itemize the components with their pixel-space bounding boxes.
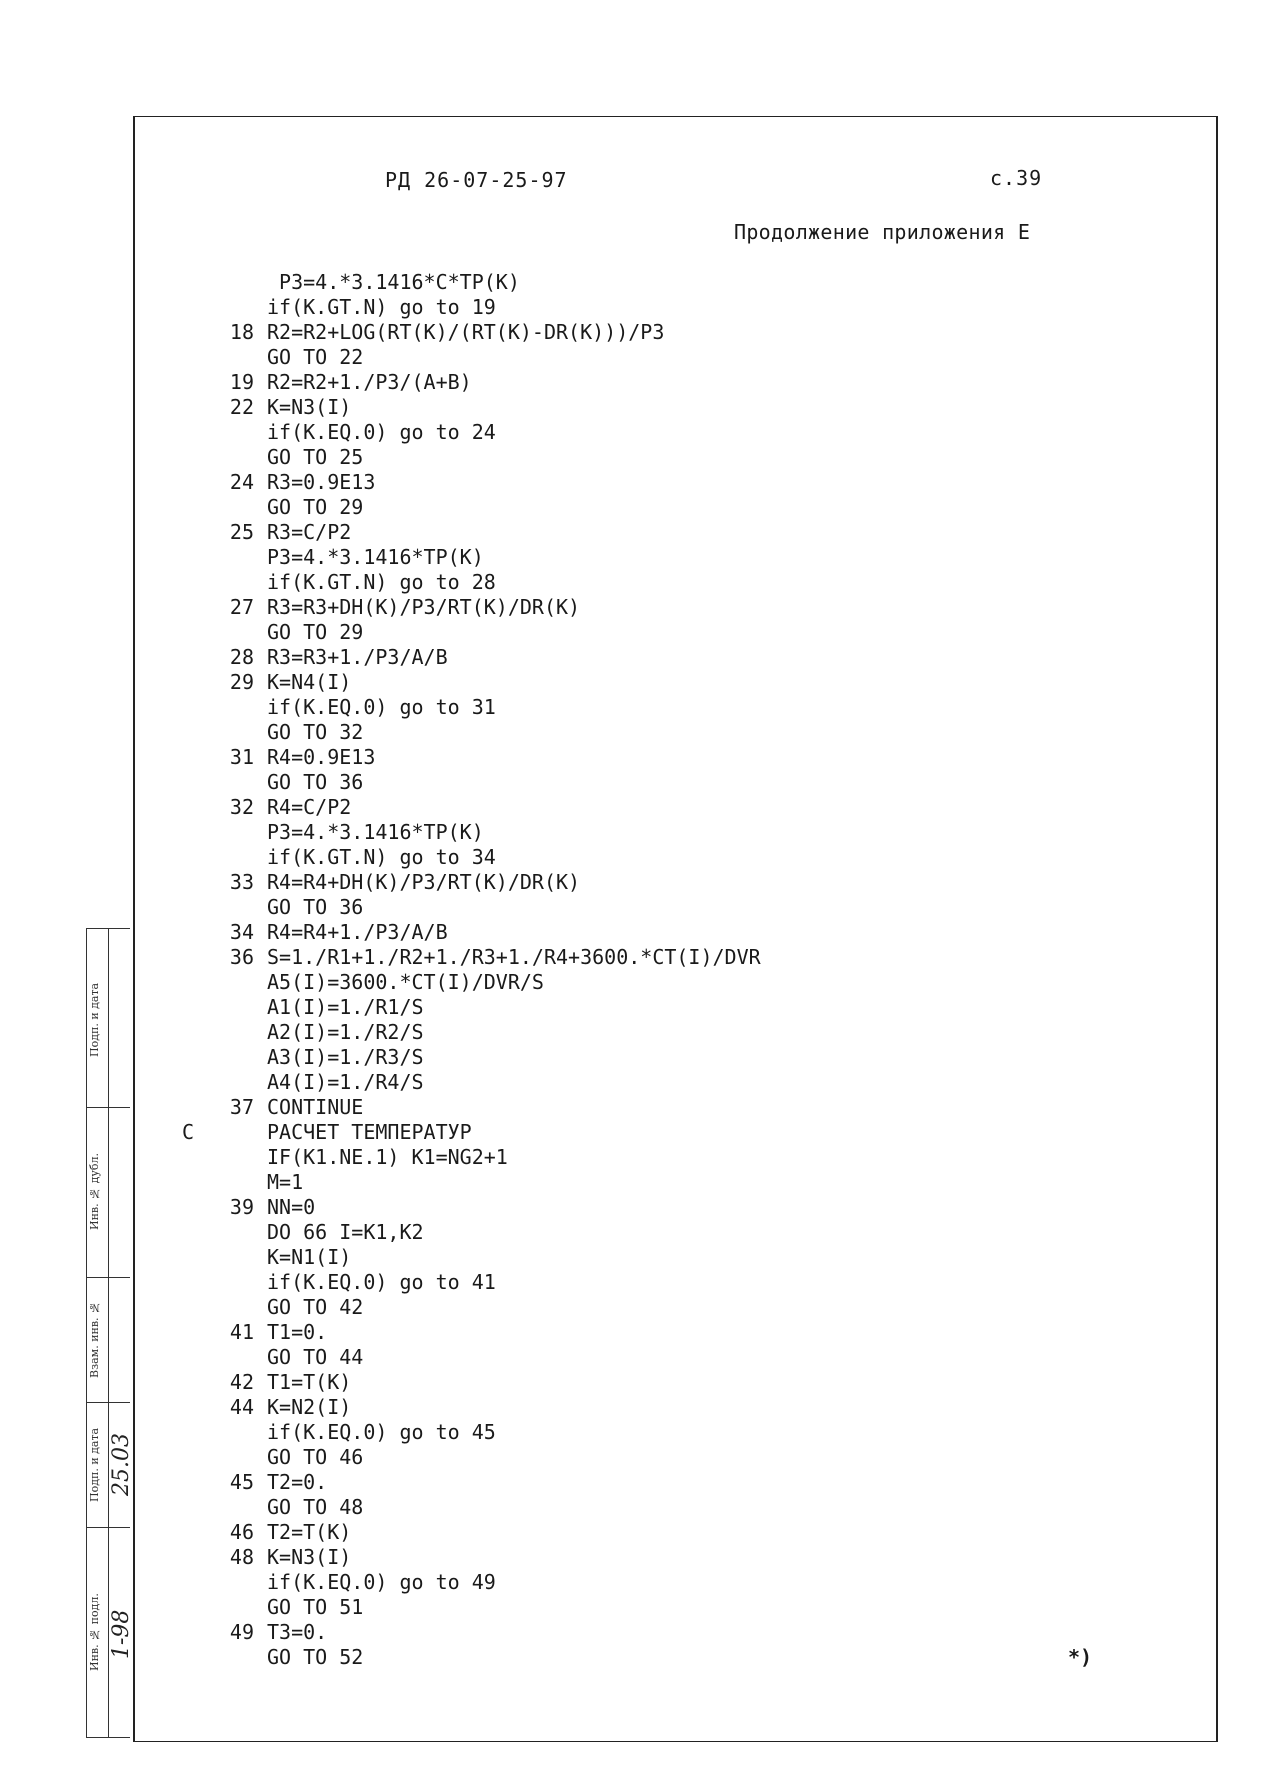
stamp-label-sign-date-top: Подп. и дата <box>88 982 101 1057</box>
stamp-signature-date: 25.03 <box>109 1433 134 1496</box>
statement-label: 28 <box>229 645 254 669</box>
code-text: GO TO 25 <box>267 445 364 469</box>
code-text: GO TO 22 <box>267 345 364 369</box>
comment-marker: C <box>182 1120 195 1144</box>
code-text: P3=4.*3.1416*TP(K) <box>267 820 484 844</box>
stamp-divider <box>87 1402 130 1403</box>
code-text: GO TO 44 <box>267 1345 364 1369</box>
statement-label: 18 <box>229 320 254 344</box>
code-text: DO 66 I=K1,K2 <box>267 1220 424 1244</box>
code-text: R2=R2+LOG(RT(K)/(RT(K)-DR(K)))/P3 <box>267 320 665 344</box>
code-text: A4(I)=1./R4/S <box>267 1070 424 1094</box>
code-text: K=N1(I) <box>267 1245 352 1269</box>
statement-label: 41 <box>229 1320 254 1344</box>
stamp-label-orig-inv: Инв. № подл. <box>88 1593 101 1671</box>
code-text: GO TO 42 <box>267 1295 364 1319</box>
document-code: РД 26-07-25-97 <box>385 168 568 192</box>
code-text: if(K.GT.N) go to 34 <box>267 845 496 869</box>
code-text: K=N2(I) <box>267 1395 352 1419</box>
statement-label: 49 <box>229 1620 254 1644</box>
statement-label: 36 <box>229 945 254 969</box>
code-text: R2=R2+1./P3/(A+B) <box>267 370 472 394</box>
code-text: GO TO 48 <box>267 1495 364 1519</box>
code-text: R3=R3+1./P3/A/B <box>267 645 448 669</box>
statement-label: 34 <box>229 920 254 944</box>
code-text: T1=T(K) <box>267 1370 352 1394</box>
code-text: K=N3(I) <box>267 395 352 419</box>
stamp-divider <box>87 1107 130 1108</box>
code-text: if(K.GT.N) go to 28 <box>267 570 496 594</box>
stamp-inventory-number: 1-98 <box>109 1609 134 1659</box>
footnote-mark: *) <box>1068 1645 1093 1669</box>
code-text: if(K.EQ.0) go to 24 <box>267 420 496 444</box>
code-text: if(K.GT.N) go to 19 <box>267 295 496 319</box>
code-text: R4=R4+1./P3/A/B <box>267 920 448 944</box>
code-text: GO TO 36 <box>267 895 364 919</box>
code-text: R4=R4+DH(K)/P3/RT(K)/DR(K) <box>267 870 581 894</box>
code-text: T2=0. <box>267 1470 328 1494</box>
code-text: if(K.EQ.0) go to 45 <box>267 1420 496 1444</box>
code-text: A1(I)=1./R1/S <box>267 995 424 1019</box>
code-text: K=N3(I) <box>267 1545 352 1569</box>
statement-label: 33 <box>229 870 254 894</box>
code-text: K=N4(I) <box>267 670 352 694</box>
code-text: GO TO 32 <box>267 720 364 744</box>
code-text: CONTINUE <box>267 1095 364 1119</box>
code-text: P3=4.*3.1416*C*TP(K) <box>267 270 520 294</box>
code-text: if(K.EQ.0) go to 31 <box>267 695 496 719</box>
code-text: T3=0. <box>267 1620 328 1644</box>
statement-label: 48 <box>229 1545 254 1569</box>
code-text: S=1./R1+1./R2+1./R3+1./R4+3600.*CT(I)/DVR <box>267 945 761 969</box>
code-text: R4=C/P2 <box>267 795 352 819</box>
stamp-label-replace-inv: Взам. инв. № <box>88 1300 101 1379</box>
code-text: M=1 <box>267 1170 304 1194</box>
code-text: GO TO 52 <box>267 1645 364 1669</box>
code-text: R3=0.9E13 <box>267 470 376 494</box>
statement-label: 42 <box>229 1370 254 1394</box>
appendix-continuation-title: Продолжение приложения Е <box>734 220 1031 244</box>
code-text: A2(I)=1./R2/S <box>267 1020 424 1044</box>
statement-label: 22 <box>229 395 254 419</box>
code-text: T1=0. <box>267 1320 328 1344</box>
code-text: if(K.EQ.0) go to 49 <box>267 1570 496 1594</box>
statement-label: 37 <box>229 1095 254 1119</box>
stamp-label-sign-date: Подп. и дата <box>88 1427 101 1502</box>
code-text: R3=R3+DH(K)/P3/RT(K)/DR(K) <box>267 595 581 619</box>
code-text: РАСЧЕТ ТЕМПЕРАТУР <box>267 1120 472 1144</box>
statement-label: 32 <box>229 795 254 819</box>
code-text: A5(I)=3600.*CT(I)/DVR/S <box>267 970 544 994</box>
statement-label: 45 <box>229 1470 254 1494</box>
stamp-divider <box>87 1527 130 1528</box>
statement-label: 46 <box>229 1520 254 1544</box>
code-text: T2=T(K) <box>267 1520 352 1544</box>
stamp-label-dup-inv: Инв. № дубл. <box>88 1153 101 1231</box>
statement-label: 29 <box>229 670 254 694</box>
code-text: GO TO 29 <box>267 620 364 644</box>
statement-label: 24 <box>229 470 254 494</box>
code-text: GO TO 51 <box>267 1595 364 1619</box>
code-text: GO TO 29 <box>267 495 364 519</box>
statement-label: 27 <box>229 595 254 619</box>
code-text: P3=4.*3.1416*TP(K) <box>267 545 484 569</box>
code-text: GO TO 36 <box>267 770 364 794</box>
code-text: IF(K1.NE.1) K1=NG2+1 <box>267 1145 508 1169</box>
statement-label: 31 <box>229 745 254 769</box>
code-text: R3=C/P2 <box>267 520 352 544</box>
code-text: A3(I)=1./R3/S <box>267 1045 424 1069</box>
margin-stamp <box>86 928 134 1738</box>
stamp-divider <box>87 1277 130 1278</box>
statement-label: 25 <box>229 520 254 544</box>
code-text: if(K.EQ.0) go to 41 <box>267 1270 496 1294</box>
code-text: NN=0 <box>267 1195 316 1219</box>
statement-label: 44 <box>229 1395 254 1419</box>
page-number: с.39 <box>990 166 1043 190</box>
statement-label: 19 <box>229 370 254 394</box>
code-text: R4=0.9E13 <box>267 745 376 769</box>
code-text: GO TO 46 <box>267 1445 364 1469</box>
statement-label: 39 <box>229 1195 254 1219</box>
